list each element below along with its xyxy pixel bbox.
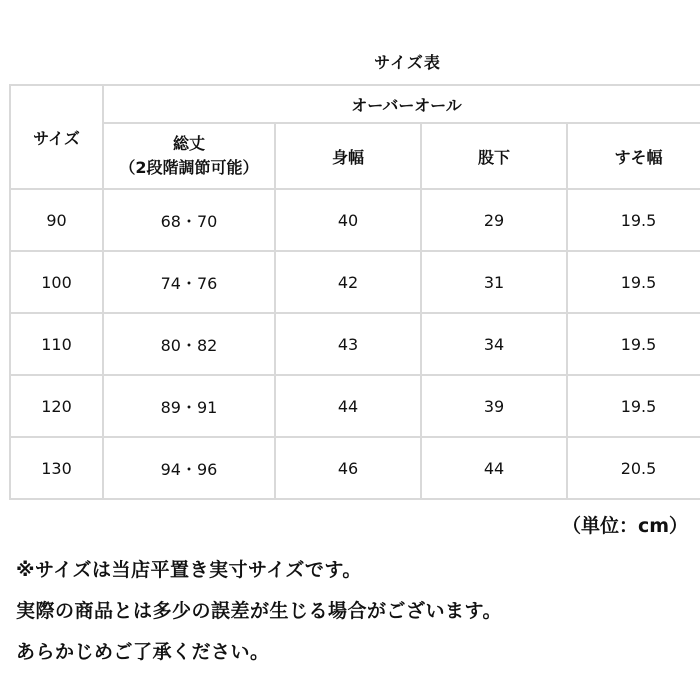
cell-inseam: 31 — [421, 251, 567, 313]
cell-inseam: 44 — [421, 437, 567, 499]
cell-hem: 19.5 — [567, 189, 700, 251]
column-header-inseam: 股下 — [421, 123, 567, 189]
cell-hem: 19.5 — [567, 251, 700, 313]
note-line: ※サイズは当店平置き実寸サイズです。 — [16, 559, 362, 581]
table-row — [10, 313, 700, 375]
table-row — [10, 251, 700, 313]
cell-size: 120 — [10, 375, 103, 437]
cell-hem: 20.5 — [567, 437, 700, 499]
unit-label: （単位：cm） — [561, 515, 688, 537]
cell-length: 80・82 — [103, 313, 275, 375]
cell-size: 100 — [10, 251, 103, 313]
table-row — [10, 437, 700, 499]
cell-length: 89・91 — [103, 375, 275, 437]
overall-group-header: オーバーオール — [103, 85, 700, 123]
note-line: あらかじめご了承ください。 — [16, 641, 270, 663]
cell-length: 94・96 — [103, 437, 275, 499]
subheader-row — [10, 123, 700, 189]
cell-size: 110 — [10, 313, 103, 375]
cell-inseam: 29 — [421, 189, 567, 251]
note-line: 実際の商品とは多少の誤差が生じる場合がございます。 — [16, 600, 502, 622]
notes — [16, 552, 502, 675]
size-table — [9, 84, 700, 500]
table-title: サイズ表 — [374, 53, 441, 72]
size-column-header: サイズ — [10, 85, 103, 189]
column-header-width: 身幅 — [275, 123, 421, 189]
cell-length: 68・70 — [103, 189, 275, 251]
cell-hem: 19.5 — [567, 313, 700, 375]
cell-size: 90 — [10, 189, 103, 251]
cell-width: 42 — [275, 251, 421, 313]
cell-width: 44 — [275, 375, 421, 437]
cell-inseam: 34 — [421, 313, 567, 375]
table-row — [10, 375, 700, 437]
header-row — [10, 85, 700, 123]
column-header-length-label: 総丈 — [172, 134, 205, 153]
cell-size: 130 — [10, 437, 103, 499]
cell-width: 43 — [275, 313, 421, 375]
table-row — [10, 189, 700, 251]
column-header-length — [103, 123, 275, 189]
cell-width: 40 — [275, 189, 421, 251]
column-header-length-note: （2段階調節可能） — [119, 158, 259, 177]
cell-width: 46 — [275, 437, 421, 499]
column-header-hem: すそ幅 — [567, 123, 700, 189]
cell-length: 74・76 — [103, 251, 275, 313]
cell-hem: 19.5 — [567, 375, 700, 437]
cell-inseam: 39 — [421, 375, 567, 437]
